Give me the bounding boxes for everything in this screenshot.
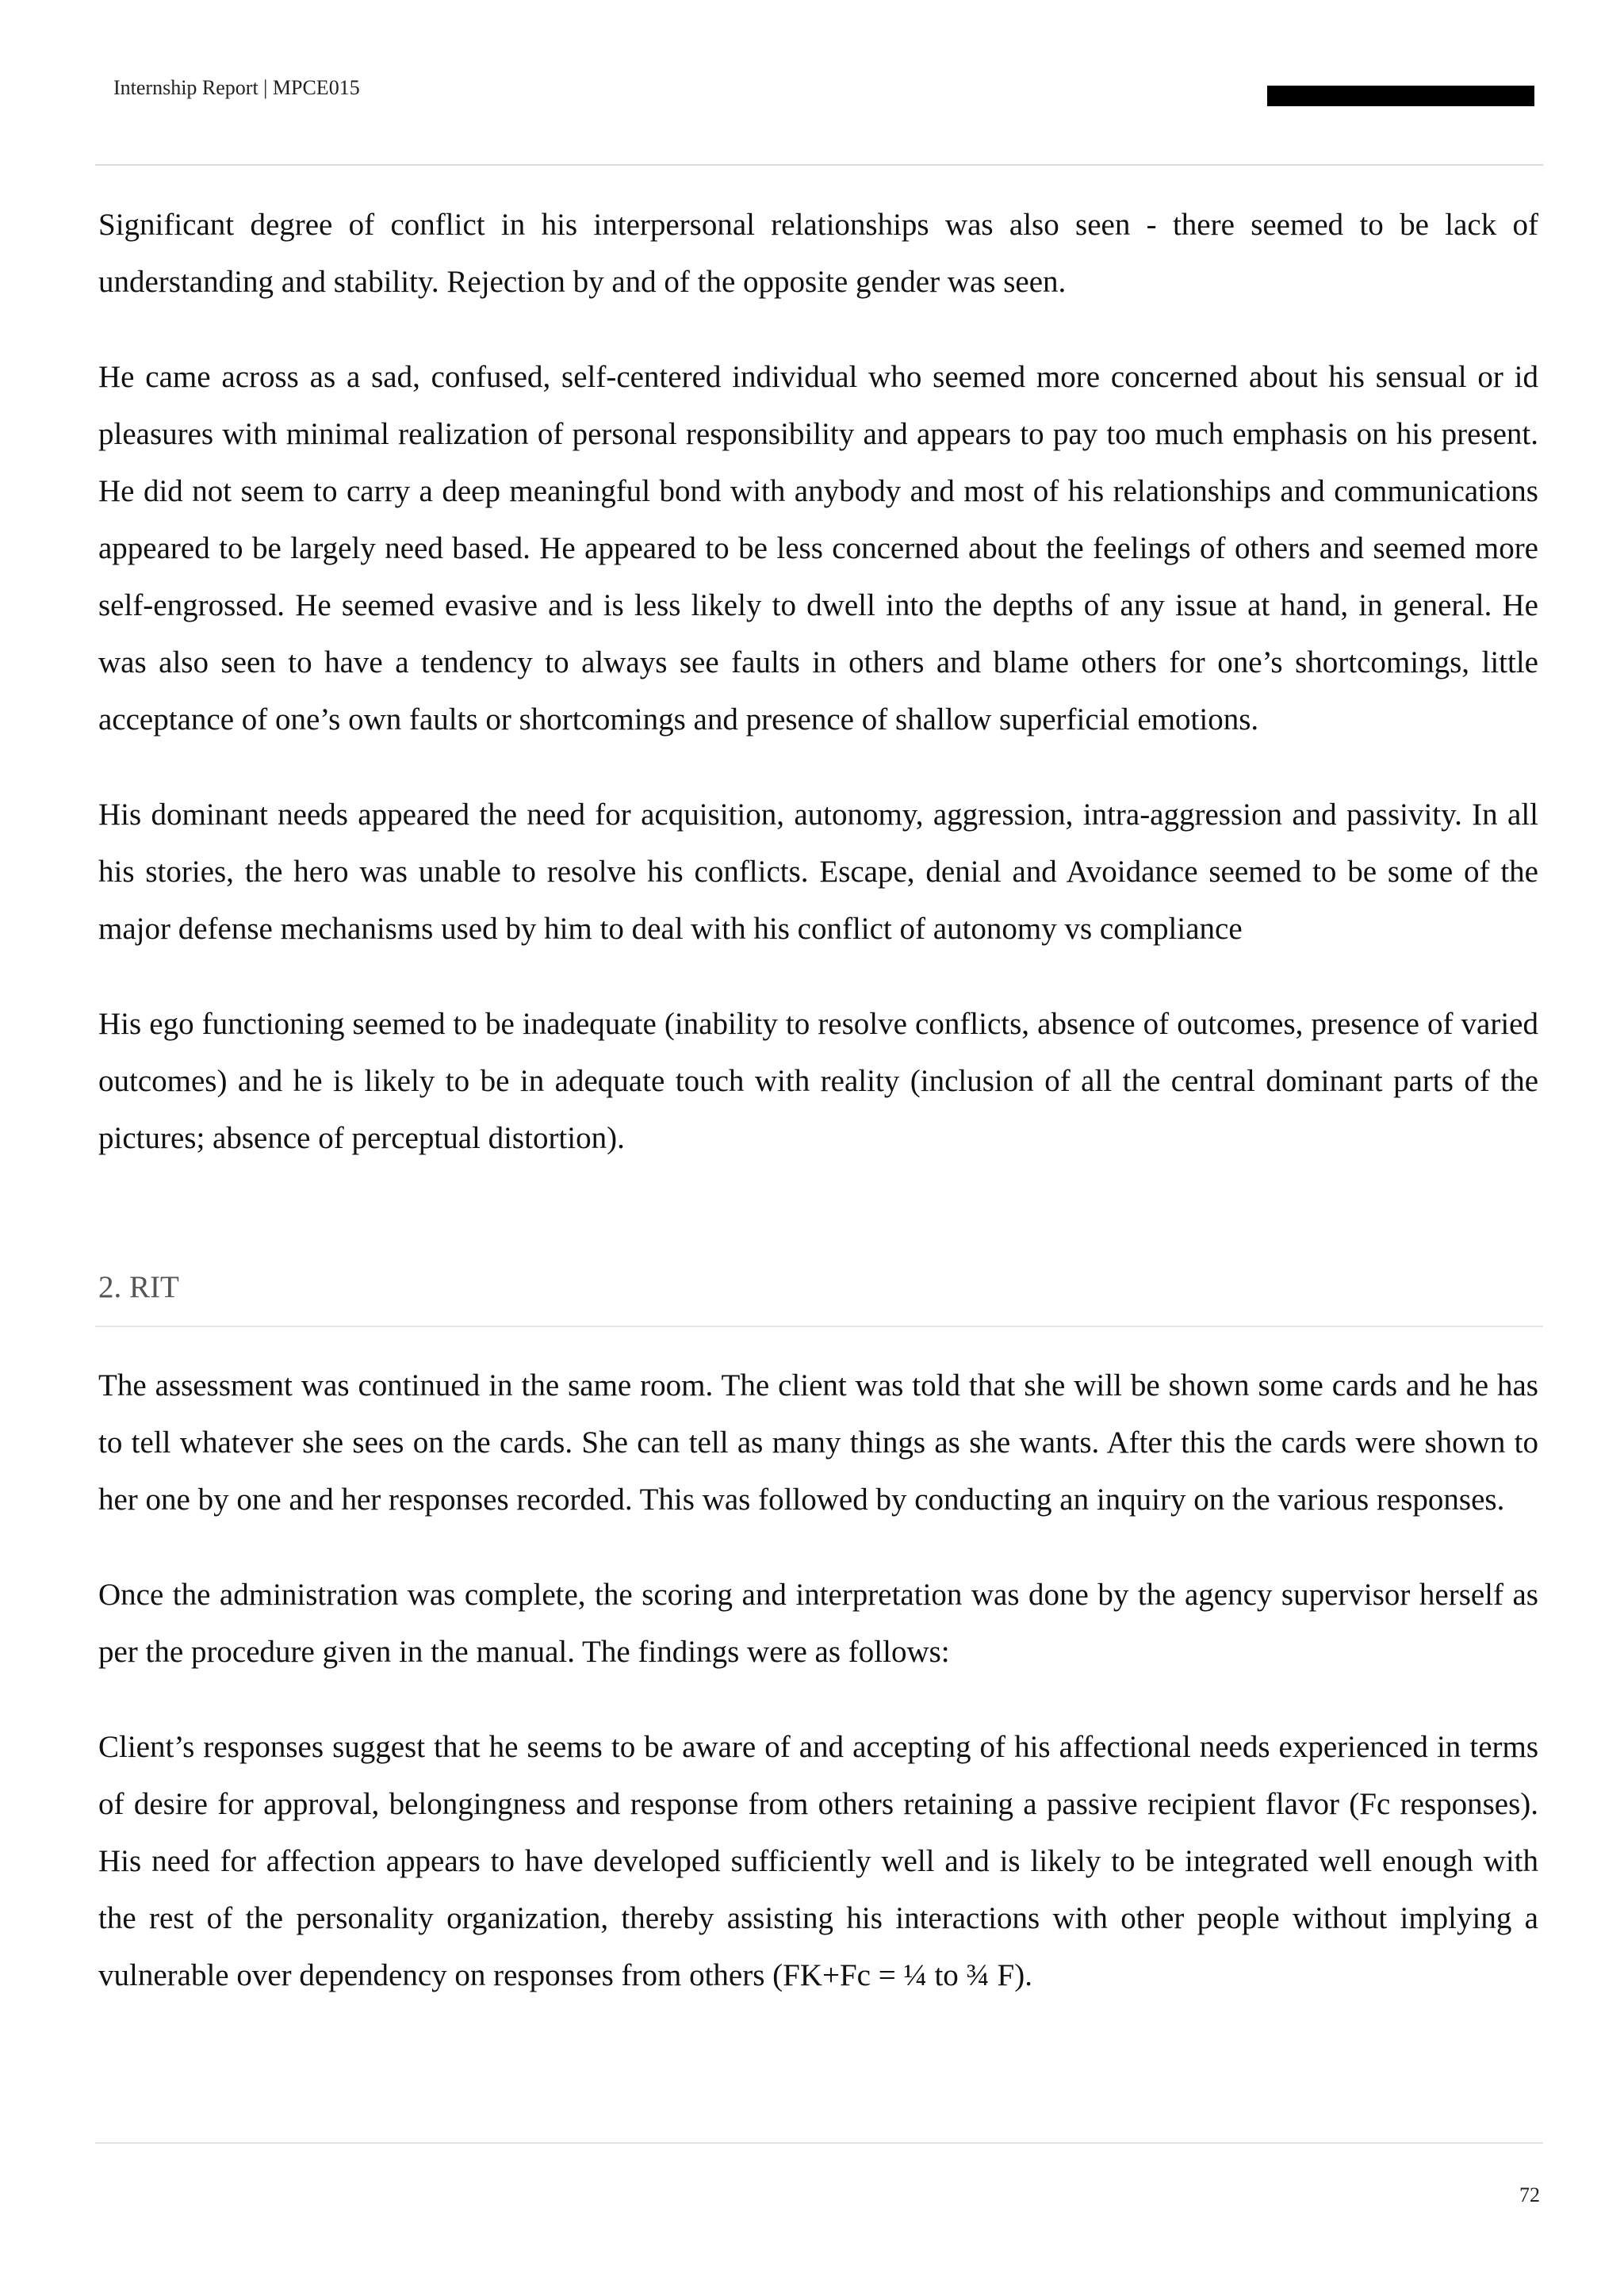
paragraph: Client’s responses suggest that he seems to be aware of and accepting of his affectional needs experienced in terms of desire for approval, belongingness and response from others retaining a passive recipient flavor (Fc responses). His need for affection appears to have developed sufficiently well and is likely to be integrated well enough with the rest of the personality organization, thereby assisting his interactions with other people without implying a vulnerable over dependency on responses from others (FK+Fc = ¼ to ¾ F). — [98, 1730, 1538, 1992]
page-number: 72 — [1519, 2183, 1540, 2206]
footer-divider — [95, 2142, 1543, 2144]
section-heading: 2. RIT — [98, 1270, 179, 1304]
redaction-bar — [1267, 86, 1534, 106]
paragraph: Once the administration was complete, the scoring and interpretation was done by the agency supervisor herself as per the procedure given in the manual. The findings were as follows: — [98, 1578, 1538, 1669]
paragraph: The assessment was continued in the same room. The client was told that she will be shown some cards and he has to tell whatever she sees on the cards. She can tell as many things as she wants. After this the cards were shown to her one by one and her responses recorded. This was followed by conducting an inquiry on the various responses. — [98, 1368, 1538, 1517]
section-divider — [95, 1326, 1543, 1327]
body-text-lower — [98, 1357, 1538, 2042]
header-divider — [95, 164, 1543, 166]
paragraph: Significant degree of conflict in his interpersonal relationships was also seen - there seemed to be lack of understanding and stability. Rejection by and of the opposite gender was seen. — [98, 208, 1538, 299]
report-header-title: Internship Report | MPCE015 — [113, 76, 360, 99]
paragraph: His ego functioning seemed to be inadequate (inability to resolve conflicts, absence of outcomes, presence of varied outcomes) and he is likely to be in adequate touch with reality (inclusion of all the central dominant parts of the pictures; absence of perceptual distortion). — [98, 1007, 1538, 1155]
body-text-upper — [98, 197, 1538, 1205]
paragraph: He came across as a sad, confused, self-centered individual who seemed more concerned about his sensual or id pleasures with minimal realization of personal responsibility and appears to pay too much emphasis on his present. He did not seem to carry a deep meaningful bond with anybody and most of his relationships and communications appeared to be largely need based. He appeared to be less concerned about the feelings of others and seemed more self-engrossed. He seemed evasive and is less likely to dwell into the depths of any issue at hand, in general. He was also seen to have a tendency to always see faults in others and blame others for one’s shortcomings, little acceptance of one’s own faults or shortcomings and presence of shallow superficial emotions. — [98, 360, 1538, 737]
paragraph: His dominant needs appeared the need for acquisition, autonomy, aggression, intra-aggression and passivity. In all his stories, the hero was unable to resolve his conflicts. Escape, denial and Avoidance seemed to be some of the major defense mechanisms used by him to deal with his conflict of autonomy vs compliance — [98, 798, 1538, 946]
